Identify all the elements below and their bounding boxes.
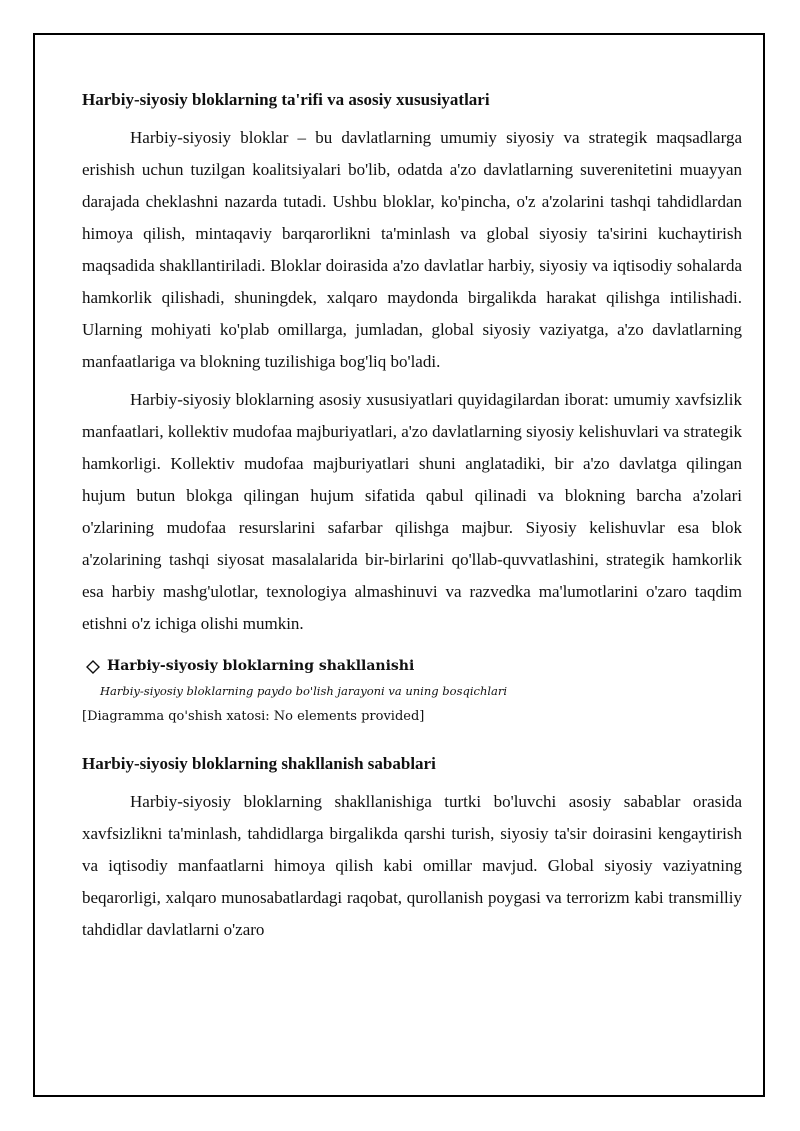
diagram-title-row (82, 654, 742, 678)
diagram-subtitle: Harbiy-siyosiy bloklarning paydo bo'lish jarayoni va uning bosqichlari (100, 684, 508, 698)
section-heading: Harbiy-siyosiy bloklarning shakllanish sabablari (82, 754, 436, 773)
body-paragraph: Harbiy-siyosiy bloklar – bu davlatlarning umumiy siyosiy va strategik maqsadlarga erishish uchun tuzilgan koalitsiyalari bo'lib, odatda a'zo davlatlarning suverenitetini muayyan darajada cheklashni nazarda tutadi. Ushbu bloklar, ko'pincha, o'z a'zolarini tashqi tahdidlardan himoya qilish, mintaqaviy barqarorlikni ta'minlash va global siyosiy ta'sirini kuchaytirish maqsadida shakllantiriladi. Bloklar doirasida a'zo davlatlar harbiy, siyosiy va iqtisodiy sohalarda hamkorlik qilishadi, shuningdek, xalqaro maydonda birgalikda harakat qilishga intilishadi. Ularning mohiyati ko'plab omillarga, jumladan, global siyosiy vaziyatga, a'zo davlatlarning manfaatlariga va blokning tuzilishiga bog'liq bo'ladi. (82, 128, 742, 371)
section-causes (82, 752, 742, 946)
diagram-error-message: [Diagramma qo'shish xatosi: No elements provided] (82, 709, 425, 724)
body-paragraph: Harbiy-siyosiy bloklarning shakllanishiga turtki bo'luvchi asosiy sabablar orasida xavfsizlikni ta'minlash, tahdidlarga birgalikda qarshi turish, siyosiy ta'sir doirasini kengaytirish va iqtisodiy manfaatlarni himoya qilish kabi omillar mavjud. Global siyosiy vaziyatning beqarorligi, xalqaro munosabatlardagi raqobat, qurollanish poygasi va terrorizm kabi transmilliy tahdidlar davlatlarni o'zaro (82, 792, 742, 939)
diagram-title: Harbiy-siyosiy bloklarning shakllanishi (107, 658, 415, 674)
section-definition (82, 88, 742, 640)
body-paragraph: Harbiy-siyosiy bloklarning asosiy xususiyatlari quyidagilardan iborat: umumiy xavfsizlik manfaatlari, kollektiv mudofaa majburiyatlari, a'zo davlatlarning siyosiy kelishuvlari va strategik hamkorligi. Kollektiv mudofaa majburiyatlari shuni anglatadiki, bir a'zo davlatga qilingan hujum butun blokga qilingan hujum sifatida qabul qilinadi va blokning barcha a'zolari o'zlarining mudofaa resurslarini safarbar qilishga majbur. Siyosiy kelishuvlar esa blok a'zolarining tashqi siyosat masalalarida bir-birlarini qo'llab-quvvatlashini, strategik hamkorlik esa harbiy mashg'ulotlar, texnologiya almashinuvi va razvedka ma'lumotlarini o'zaro taqdim etishni o'z ichiga olishi mumkin. (82, 390, 742, 633)
section-heading: Harbiy-siyosiy bloklarning ta'rifi va asosiy xususiyatlari (82, 90, 490, 109)
diagram-placeholder (82, 654, 742, 726)
diamond-icon (86, 660, 99, 673)
document-content (82, 88, 742, 952)
